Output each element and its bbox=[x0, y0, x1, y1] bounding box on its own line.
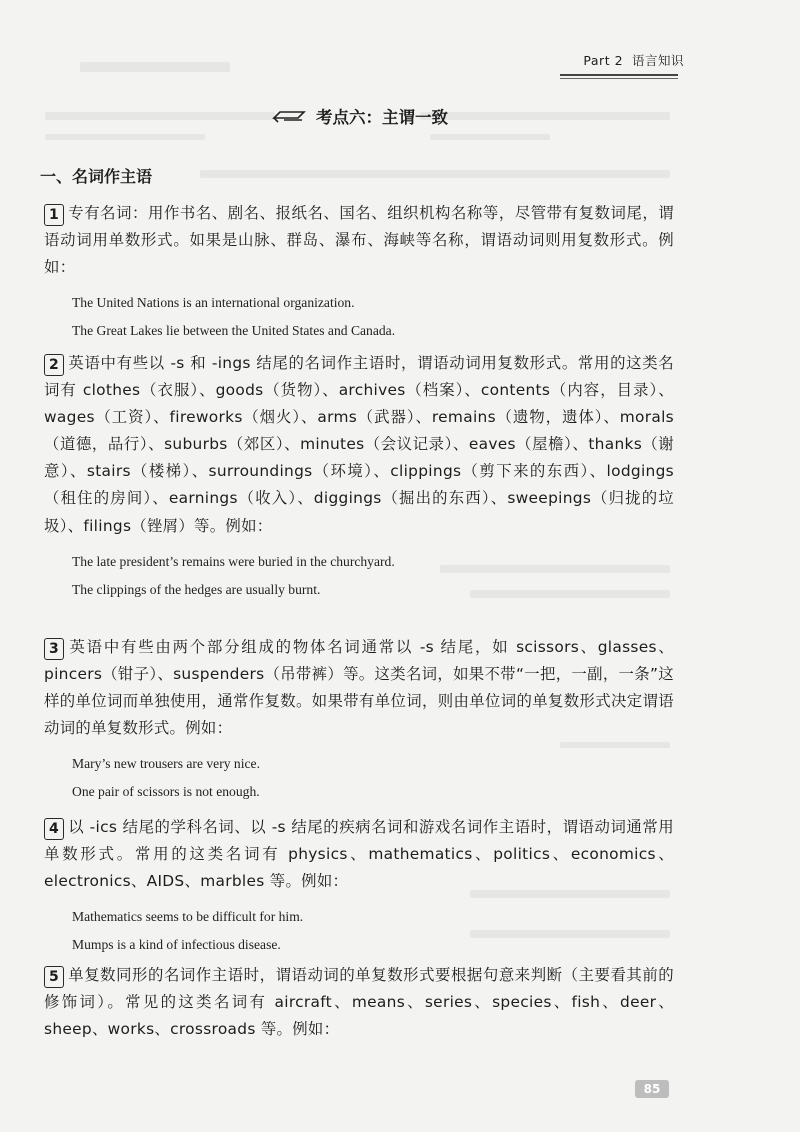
running-head-text bbox=[583, 51, 684, 69]
rule-block-1 bbox=[44, 200, 674, 345]
example-sentence: The late president’s remains were buried in the churchyard. bbox=[72, 553, 395, 569]
rule-body: 英语中有些由两个部分组成的物体名词通常以 -s 结尾，如 scissors、glasses、pincers（钳子）、suspenders（吊带裤）等。这类名词，如果不带“一把，一副，一条”这样的单位词而单独使用，通常作复数。如果带有单位词，则由单位词的单复数形式决定谓语动词的单复数形式。例如： bbox=[44, 638, 674, 738]
subject-heading: 一、名词作主语 bbox=[40, 167, 153, 186]
bleed-through bbox=[430, 134, 550, 140]
rule-number-badge: 5 bbox=[44, 966, 64, 988]
rule-text bbox=[44, 350, 674, 540]
rule-text bbox=[44, 962, 674, 1043]
section-title-text: 考点六：主谓一致 bbox=[316, 108, 448, 127]
example-sentence: The United Nations is an international organization. bbox=[72, 295, 355, 311]
rule-number-badge: 1 bbox=[44, 204, 64, 226]
pencil-icon bbox=[272, 108, 308, 124]
running-head-rule-thin bbox=[560, 78, 678, 79]
example-sentence: Mary’s new trousers are very nice. bbox=[72, 756, 260, 772]
rule-block-5 bbox=[44, 962, 674, 1043]
rule-body: 以 -ics 结尾的学科名词、以 -s 结尾的疾病名词和游戏名词作主语时，谓语动词通常用单数形式。常用的这类名词有 physics、mathematics、politics、economics、electronics、AIDS、marbles 等。例如： bbox=[44, 818, 674, 891]
rule-text bbox=[44, 200, 674, 281]
rule-block-3 bbox=[44, 634, 674, 806]
example-sentence: Mumps is a kind of infectious disease. bbox=[72, 937, 281, 953]
running-head-title: 语言知识 bbox=[631, 53, 684, 68]
running-head-rule bbox=[560, 74, 678, 76]
example-list bbox=[72, 548, 674, 604]
example-sentence: One pair of scissors is not enough. bbox=[72, 784, 260, 800]
rule-number-badge: 4 bbox=[44, 818, 64, 840]
page-number: 85 bbox=[635, 1080, 669, 1098]
example-sentence: The Great Lakes lie between the United States and Canada. bbox=[72, 323, 396, 339]
rule-body: 英语中有些以 -s 和 -ings 结尾的名词作主语时，谓语动词用复数形式。常用的这类名词有 clothes（衣服）、goods（货物）、archives（档案）、contents（内容，目录）、wages（工资）、fireworks（烟火）、arms（武器）、remains（遗物，遗体）、morals（道德，品行）、suburbs（郊区）、minutes（会议记录）、eaves（屋檐）、thanks（谢意）、stairs（楼梯）、surroundings（环境）、clippings（剪下来的东西）、lodgings（租住的房间）、earnings（收入）、diggings（掘出的东西）、sweepings（归拢的垃圾）、filings（锉屑）等。例如： bbox=[44, 354, 674, 535]
rule-block-2 bbox=[44, 350, 674, 604]
example-list bbox=[72, 289, 674, 345]
bleed-through bbox=[200, 170, 670, 178]
example-sentence: Mathematics seems to be difficult for him. bbox=[72, 909, 304, 925]
rule-body: 专有名词：用作书名、剧名、报纸名、国名、组织机构名称等，尽管带有复数词尾，谓语动词用单数形式。如果是山脉、群岛、瀑布、海峡等名称，谓语动词则用复数形式。例如： bbox=[44, 204, 674, 277]
rule-body: 单复数同形的名词作主语时，谓语动词的单复数形式要根据句意来判断（主要看其前的修饰词）。常见的这类名词有 aircraft、means、series、species、fish、deer、sheep、works、crossroads 等。例如： bbox=[44, 966, 674, 1039]
example-list bbox=[72, 903, 674, 959]
section-title bbox=[272, 104, 448, 128]
example-sentence: The clippings of the hedges are usually burnt. bbox=[72, 581, 321, 597]
bleed-through bbox=[420, 112, 670, 120]
bleed-through bbox=[45, 112, 275, 120]
rule-text bbox=[44, 814, 674, 895]
running-head-part: Part 2 bbox=[583, 53, 624, 68]
rule-block-4 bbox=[44, 814, 674, 959]
running-head bbox=[0, 0, 800, 80]
rule-text bbox=[44, 634, 674, 742]
rule-number-badge: 3 bbox=[44, 638, 64, 660]
example-list bbox=[72, 750, 674, 806]
bleed-through bbox=[45, 134, 205, 140]
rule-number-badge: 2 bbox=[44, 354, 64, 376]
